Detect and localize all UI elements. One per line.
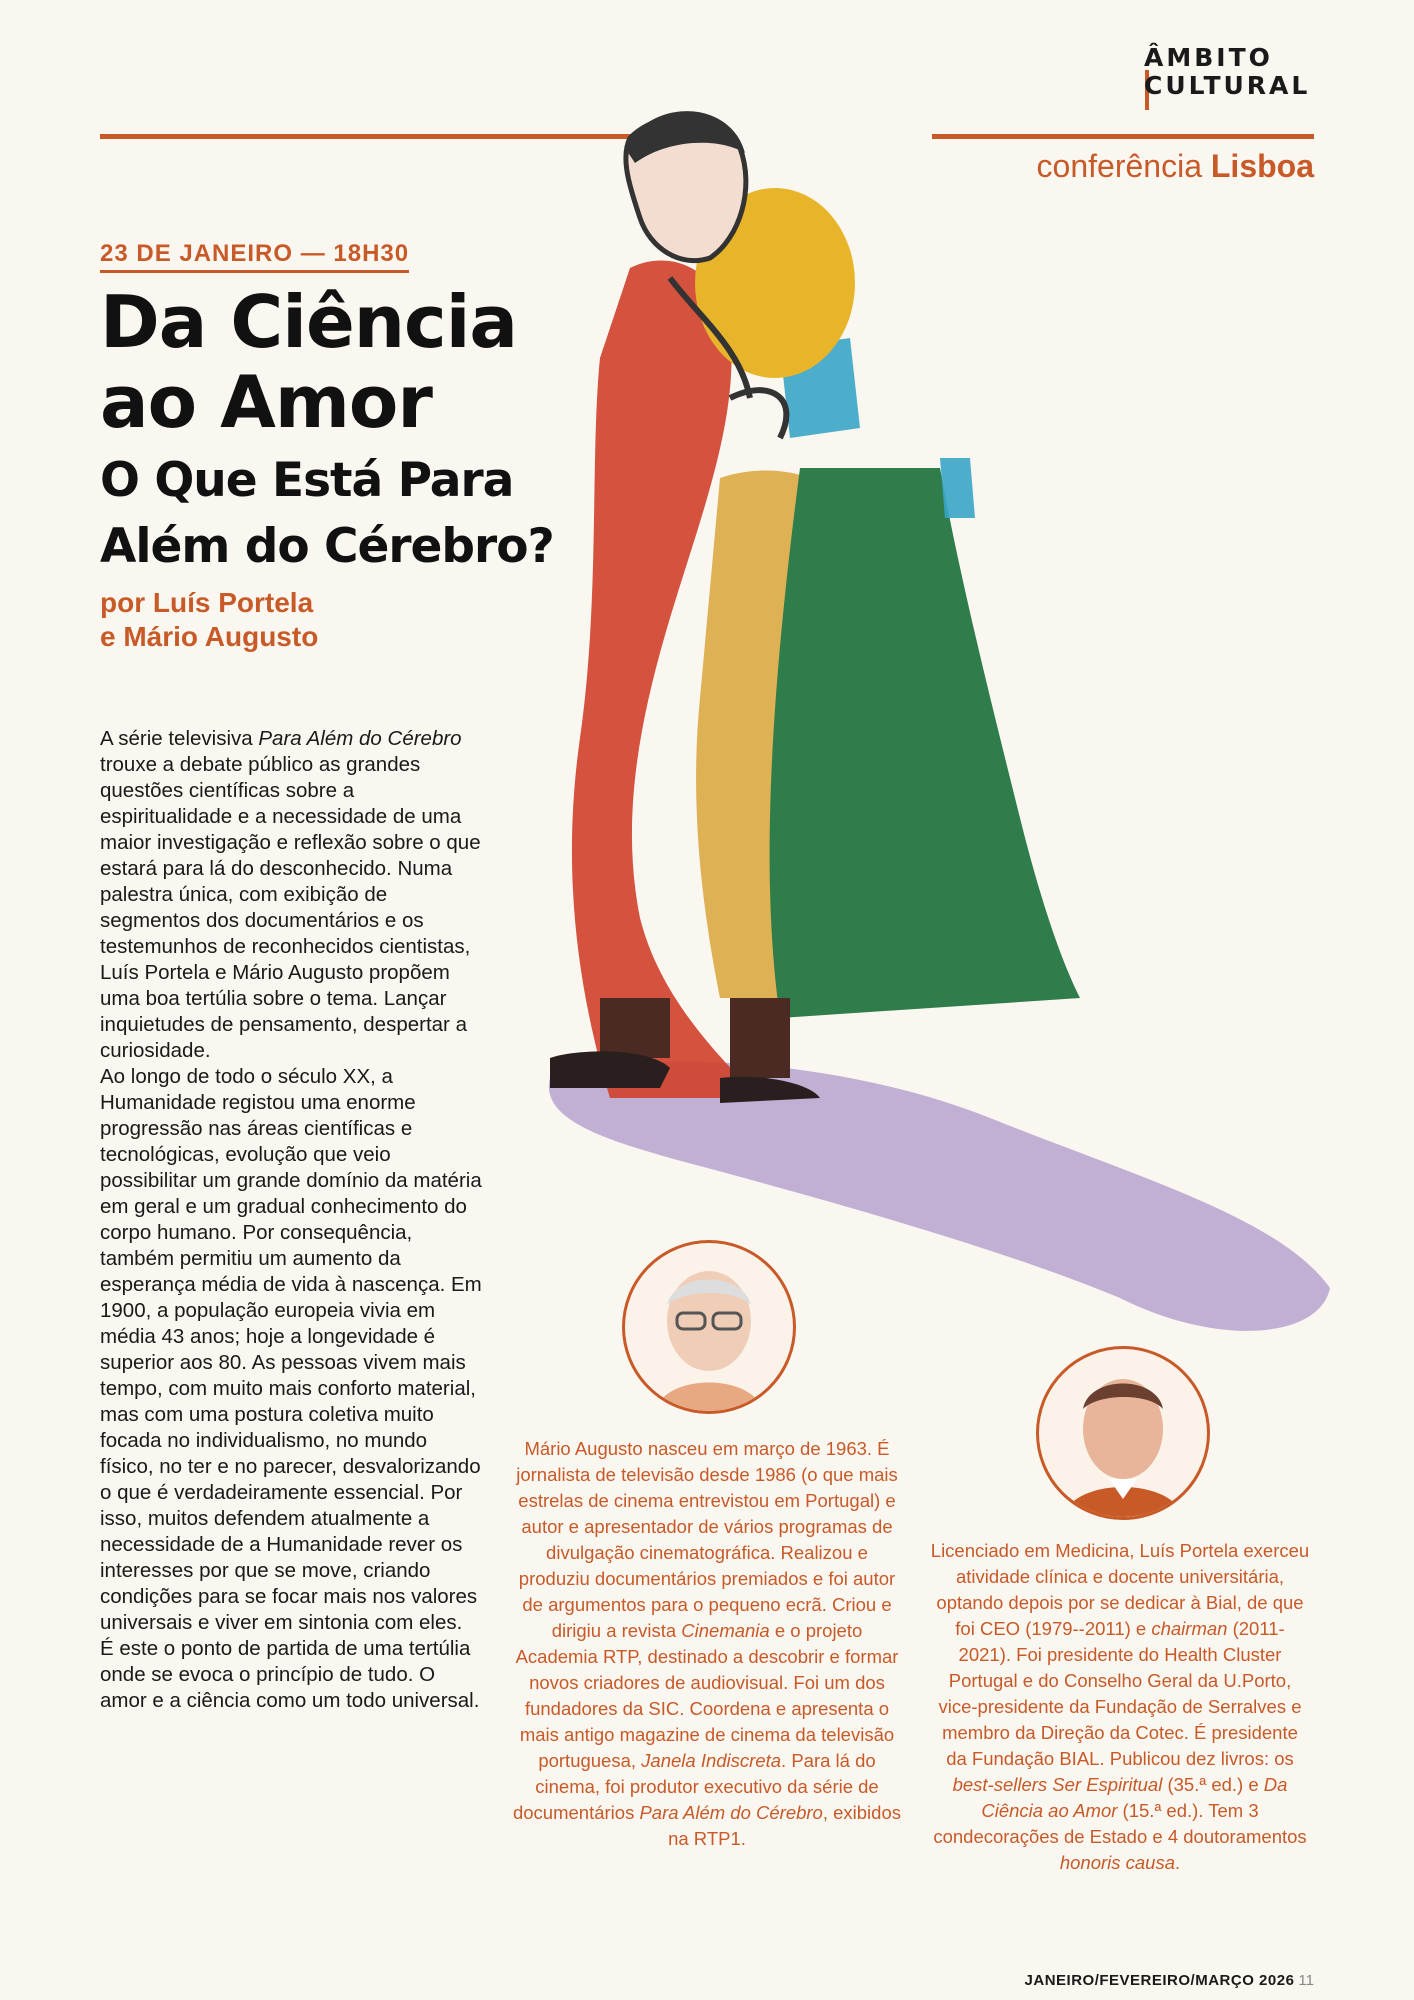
- bio-text: (15.ª ed.). Tem 3 condecorações de Estado e 4 doutoramentos: [933, 1800, 1307, 1847]
- brand-logo: [1144, 44, 1314, 100]
- bio-emphasis: Cinemania: [681, 1620, 770, 1641]
- bio-paragraph: [930, 1538, 1310, 1876]
- brand-line-1: ÂMBITO: [1144, 43, 1273, 72]
- mario-augusto-portrait: [622, 1240, 796, 1414]
- bio-emphasis: chairman: [1151, 1618, 1228, 1639]
- subtitle-line-2: Além do Cérebro?: [100, 519, 554, 574]
- portrait-drawing: [1039, 1349, 1207, 1517]
- section-city: Lisboa: [1210, 148, 1314, 184]
- woman-skirt-shape: [770, 468, 1080, 1018]
- byline-line-1: por Luís Portela: [100, 587, 314, 618]
- issue-label: JANEIRO/FEVEREIRO/MARÇO 2026: [1024, 1972, 1295, 1989]
- section-type: conferência: [1036, 148, 1202, 184]
- bio-emphasis: best-sellers Ser Espiritual: [952, 1774, 1163, 1795]
- couple-embrace-illustration: [520, 98, 1340, 1358]
- bio-text: .: [1175, 1852, 1181, 1873]
- page-footer: [1025, 1972, 1314, 1989]
- body-paragraph-3: É este o ponto de partida de uma tertúlia onde se evoca o princípio de tudo. O amor e a ciência como um todo universal.: [100, 1637, 480, 1712]
- blue-accent-shape-2: [940, 458, 975, 518]
- article-body: [100, 726, 484, 1714]
- bio-paragraph: [512, 1436, 902, 1852]
- luis-portela-bio: [930, 1538, 1310, 1876]
- body-paragraph-1: [100, 726, 484, 1064]
- byline: [100, 586, 520, 654]
- event-date: 23 DE JANEIRO — 18H30: [100, 240, 409, 273]
- byline-line-2: e Mário Augusto: [100, 621, 319, 652]
- luis-portela-portrait: [1036, 1346, 1210, 1520]
- body-text: A série televisiva: [100, 727, 259, 750]
- bio-emphasis: honoris causa: [1059, 1852, 1176, 1873]
- title-line-1: Da Ciência: [100, 280, 517, 364]
- page-number: 11: [1298, 1972, 1314, 1989]
- bio-emphasis: Da Ciência ao Amor: [981, 1774, 1288, 1821]
- title-line-2: ao Amor: [100, 360, 432, 444]
- bio-text: (2011-2021). Foi presidente do Health Cluster Portugal e do Conselho Geral da U.Porto, vice-presidente da Fundação de Serralves e membro da Direção da Cotec. É presidente da Fundação BIAL. Publicou dez livros: os: [938, 1618, 1302, 1769]
- bio-text: , exibidos na RTP1.: [668, 1802, 901, 1849]
- bio-text: e o projeto Academia RTP, destinado a descobrir e formar novos criadores de audiovisual. Foi um dos fundadores da SIC. Coordena e apresenta o mais antigo magazine de cinema da televisão portuguesa,: [515, 1620, 899, 1771]
- bio-text: Licenciado em Medicina, Luís Portela exerceu atividade clínica e docente universitária, optando depois por se dedicar à Bial, de que foi CEO (1979--2011) e: [930, 1540, 1310, 1639]
- bio-emphasis: Janela Indiscreta: [641, 1750, 782, 1771]
- bio-text: Mário Augusto nasceu em março de 1963. É jornalista de televisão desde 1986 (o que mais estrelas de cinema entrevistou em Portugal) e autor e apresentador de vários programas de divulgação cinematográfica. Realizou e produziu documentários premiados e foi autor de argumentos para o pequeno ecrã. Criou e dirigiu a revista: [516, 1438, 898, 1641]
- subtitle-line-1: O Que Está Para: [100, 453, 514, 508]
- portrait-drawing: [625, 1243, 793, 1411]
- mario-augusto-bio: [512, 1436, 902, 1852]
- body-text: trouxe a debate público as grandes questões científicas sobre a espiritualidade e a necessidade de uma maior investigação e reflexão sobre o que estará para lá do desconhecido. Numa palestra única, com exibição de segmentos dos documentários e os testemunhos de reconhecidos cientistas, Luís Portela e Mário Augusto propõem uma boa tertúlia sobre o tema. Lançar inquietudes de pensamento, despertar a curiosidade.: [100, 753, 481, 1062]
- brand-line-2: CULTURAL: [1144, 71, 1311, 100]
- body-paragraph-2: Ao longo de todo o século XX, a Humanidade registou uma enorme progressão nas áreas científicas e tecnológicas, evolução que veio possibilitar um grande domínio da matéria em geral e um gradual conhecimento do corpo humano. Por consequência, também permitiu um aumento da esperança média de vida à nascença. Em 1900, a população europeia vivia em média 43 anos; hoje a longevidade é superior aos 80. As pessoas vivem mais tempo, com muito mais conforto material, mas com uma postura coletiva muito focada no individualismo, no mundo físico, no ter e no parecer, desvalorizando o que é verdadeiramente essencial. Por isso, muitos defendem atualmente a necessidade de a Humanidade rever os interesses por que se move, criando condições para se focar mais nos valores universais e viver em sintonia com eles.: [100, 1065, 482, 1634]
- bio-text: . Para lá do cinema, foi produtor executivo da série de documentários: [512, 1750, 879, 1823]
- bio-text: (35.ª ed.) e: [1162, 1774, 1264, 1795]
- bio-emphasis: Para Além do Cérebro: [639, 1802, 823, 1823]
- series-title: Para Além do Cérebro: [258, 727, 462, 750]
